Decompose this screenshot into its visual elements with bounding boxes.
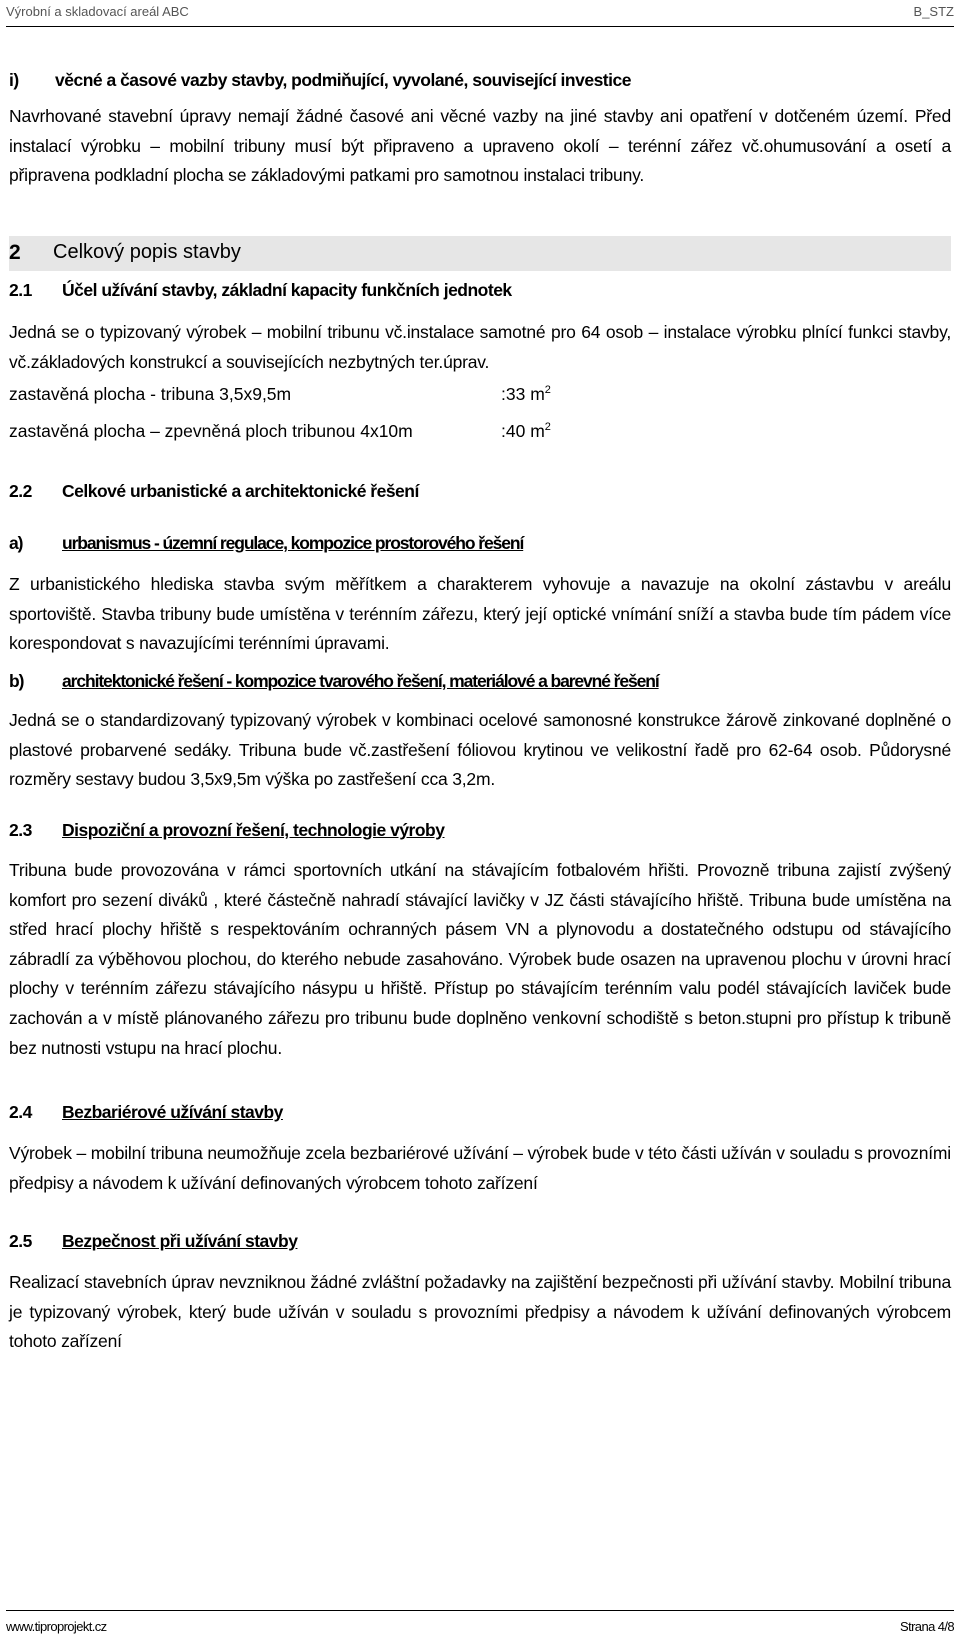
subsection-b-label: b) [9,671,24,691]
header-document-title: Výrobní a skladovací areál ABC [6,4,189,19]
section-2-5-number: 2.5 [9,1231,32,1251]
section-2-1-number: 2.1 [9,280,32,300]
section-2-3-paragraph: Tribuna bude provozována v rámci sportovních utkání na stávajícím fotbalovém hřišti. Provozně tribuna zajistí zvýšený komfort pro sezení diváků , které částečně nahradí stávající lavičky v JZ části stávajícího hřiště. Tribuna bude umístěna na střed hrací plochy hřiště s respektováním ochranných pásem VN a plynovodu a dostatečného odstupu od stávajícího zábradlí za výběhovou plochou, do kterého nebude zasahováno. Výrobek bude osazen na upravenou plochu v úrovni hrací plochy v terénním zářezu stávajícího násypu u hřiště. Přístup po stávajícím terénním valu podél stávajících laviček bude zachován a v místě plánovaného zářezu pro tribunu bude doplněno venkovní schodiště s beton.stupni pro přístup k tribuně bez nutnosti vstupu na hrací plochu. [9,860,951,1058]
section-2-3-heading [9,820,444,841]
area-row-tribuna-label: zastavěná plocha - tribuna 3,5x9,5m [9,384,292,404]
section-2-2-number: 2.2 [9,481,32,501]
subsection-b-title: architektonické řešení - kompozice tvarového řešení, materiálové a barevné řešení [62,671,659,691]
section-i-paragraph: Navrhované stavební úpravy nemají žádné časové ani věcné vazby na jiné stavby ani opatření v dotčeném území. Před instalací výrobku – mobilní tribuny musí být připraveno a upraveno okolí – terénní zářez vč.ohumusování a osetí a připravena podkladní plocha se základovými patkami pro samotnou instalaci tribuny. [9,106,951,186]
section-i-label: i) [9,70,19,90]
area-row-paved-value: :40 $m^2$ [501,421,551,441]
section-2-3-title: Dispoziční a provozní řešení, technologie výroby [62,820,445,840]
footer-page-number: Strana 4/8 [900,1619,954,1634]
subsection-a-label: a) [9,533,23,553]
section-2-2-heading [9,481,419,502]
section-2-1-heading [9,280,512,301]
header-document-code: B_STZ [913,4,954,19]
subsection-a-paragraph: Z urbanistického hlediska stavba svým měřítkem a charakterem vyhovuje a navazuje na okolní zástavbu v areálu sportoviště. Stavba tribuny bude umístěna v terénním zářezu, který její optické vnímání sníží a stavba bude tím pádem více korespondovat s navazujícími terénními úpravami. [9,574,951,654]
section-2-1-title: Účel užívání stavby, základní kapacity funkčních jednotek [62,280,512,300]
section-2-5-heading [9,1231,297,1252]
page-header [6,0,954,27]
subsection-a-title: urbanismus - územní regulace, kompozice prostorového řešení [62,533,524,553]
chapter-2-title: Celkový popis stavby [53,241,241,263]
section-2-4-title: Bezbariérové užívání stavby [62,1102,283,1122]
page-footer [6,1610,954,1639]
section-2-2-title: Celkové urbanistické a architektonické řešení [62,481,419,501]
footer-website: www.tiproprojekt.cz [6,1619,107,1634]
chapter-2-number: 2 [9,241,21,264]
section-i-heading [9,70,631,91]
area-row-tribuna-value: :33 $m^2$ [501,384,551,404]
subsection-b-paragraph: Jedná se o standardizovaný typizovaný výrobek v kombinaci ocelové samonosné konstrukce žárově zinkované doplněné o plastové probarvené sedáky. Tribuna bude vč.zastřešení fóliovou krytinou ve velikostní řadě pro 62-64 osob. Půdorysné rozměry sestavy budou 3,5x9,5m výška po zastřešení cca 3,2m. [9,710,951,790]
section-2-5-title: Bezpečnost při užívání stavby [62,1231,298,1251]
chapter-2-heading-band [9,236,951,271]
section-2-4-paragraph: Výrobek – mobilní tribuna neumožňuje zcela bezbariérové užívání – výrobek bude v této části užíván v souladu s provozními předpisy a návodem k užívání definovaných výrobcem tohoto zařízení [9,1143,951,1193]
section-2-4-number: 2.4 [9,1102,32,1122]
section-i-title: věcné a časové vazby stavby, podmiňující, vyvolané, související investice [55,70,631,90]
section-2-1-paragraph: Jedná se o typizovaný výrobek – mobilní tribunu vč.instalace samotné pro 64 osob – instalace výrobku plnící funkci stavby, vč.základových konstrukcí a souvisejících nezbytných ter.úprav. [9,322,951,372]
section-2-3-number: 2.3 [9,820,32,840]
area-row-paved [9,421,951,442]
section-2-4-heading [9,1102,283,1123]
area-row-tribuna [9,384,951,405]
subsection-a-heading [9,533,523,554]
subsection-b-heading [9,671,659,692]
area-row-paved-label: zastavěná plocha – zpevněná ploch tribunou 4x10m [9,421,413,441]
section-2-5-paragraph: Realizací stavebních úprav nevzniknou žádné zvláštní požadavky na zajištění bezpečnosti při užívání stavby. Mobilní tribuna je typizovaný výrobek, který bude užíván v souladu s provozními předpisy a návodem k užívání definovaných výrobcem tohoto zařízení [9,1272,951,1352]
